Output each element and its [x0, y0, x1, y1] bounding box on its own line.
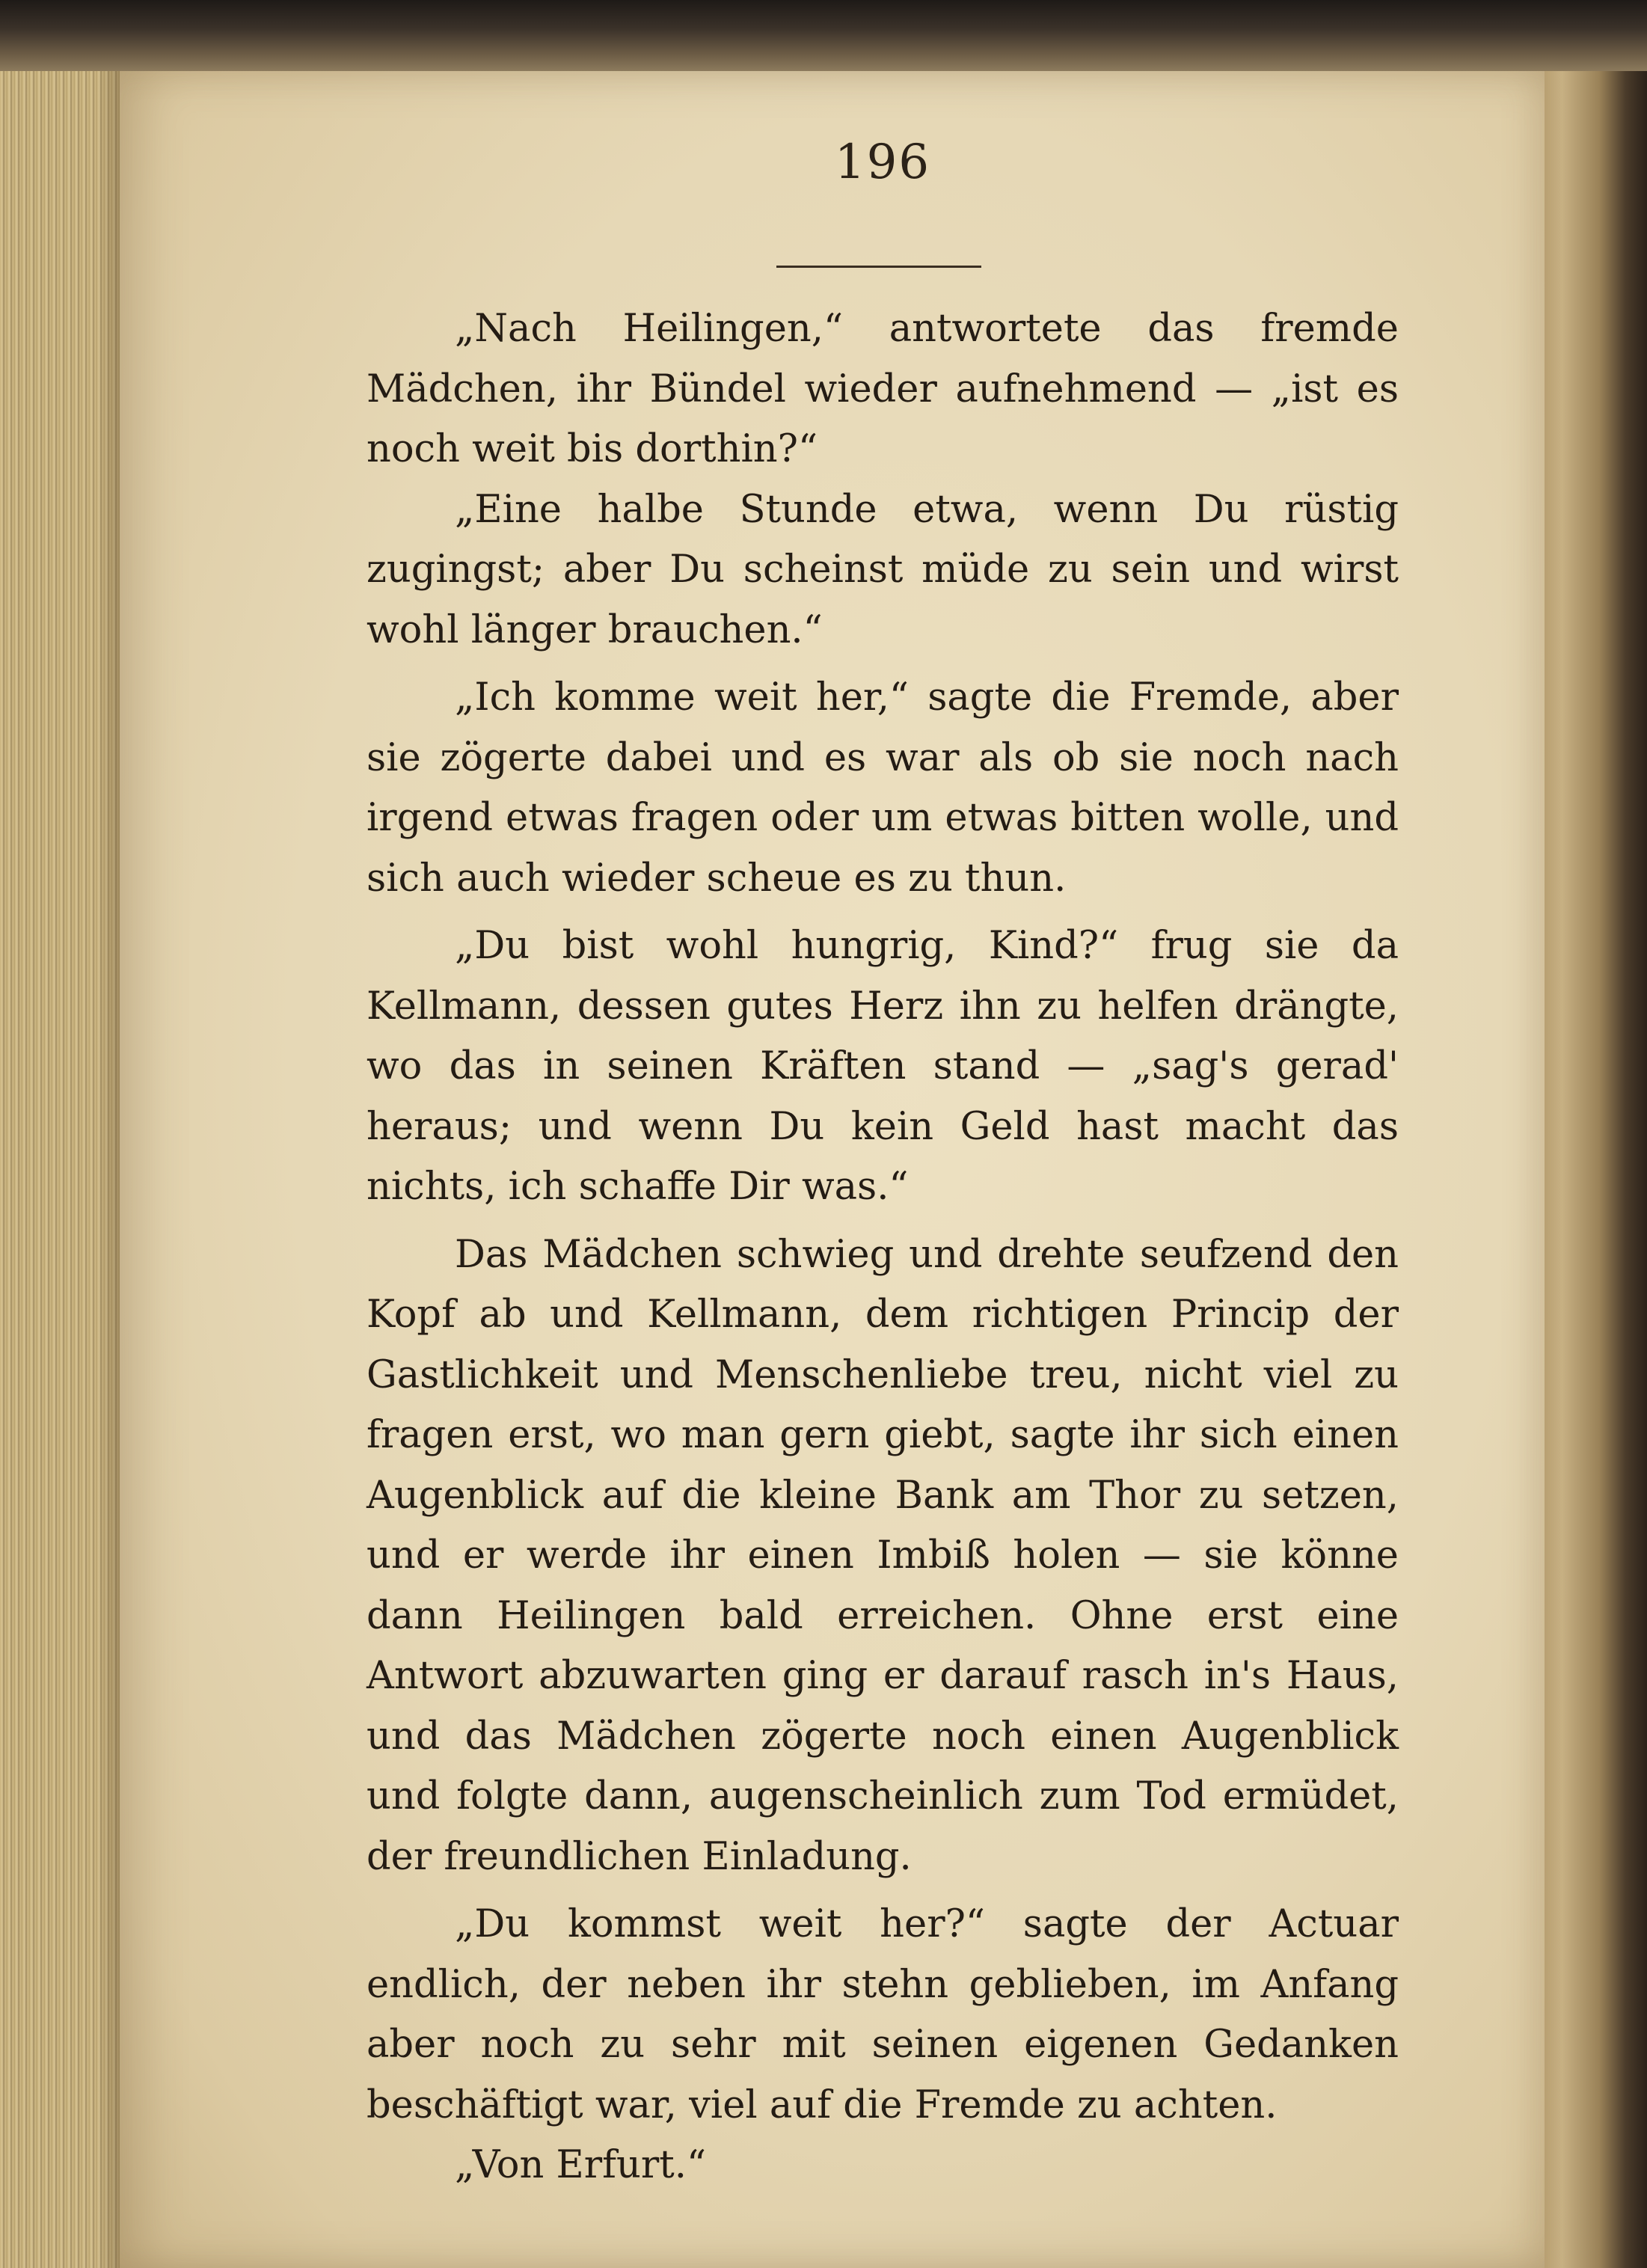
- paragraph: „Eine halbe Stunde etwa, wenn Du rüstig zugingst; aber Du scheinst müde zu sein und wirst wohl länger brauchen.“: [366, 487, 1399, 652]
- page-number: 196: [834, 135, 931, 190]
- paragraph: Das Mädchen schwieg und drehte seufzend den Kopf ab und Kellmann, dem richtigen Princip der Gastlichkeit und Menschenliebe treu, nicht viel zu fragen erst, wo man gern giebt, sagte ihr sich einen Augenblick auf die kleine Bank am Thor zu setzen, und er werde ihr einen Imbiß holen — sie könne dann Heilingen bald erreichen. Ohne erst eine Antwort abzuwarten ging er darauf rasch in's Haus, und das Mädchen zögerte noch einen Augenblick und folgte dann, augenscheinlich zum Tod ermüdet, der freundlichen Einladung.: [366, 1232, 1399, 1879]
- book-top-edge: [0, 0, 1647, 71]
- body-text: [366, 299, 1399, 2196]
- page-stack-left: [0, 71, 127, 2268]
- paragraph: „Von Erfurt.“: [455, 2143, 707, 2187]
- paragraph: „Nach Heilingen,“ antwortete das fremde Mädchen, ihr Bündel wieder aufnehmend — „ist es noch weit bis dorthin?“: [366, 307, 1399, 471]
- header-rule: [776, 266, 981, 268]
- paragraph: „Ich komme weit her,“ sagte die Fremde, aber sie zögerte dabei und es war als ob sie noch nach irgend etwas fragen oder um etwas bitten wolle, und sich auch wieder scheue es zu thun.: [366, 675, 1399, 901]
- book-cover-right: [1541, 71, 1647, 2268]
- paragraph: „Du kommst weit her?“ sagte der Actuar endlich, der neben ihr stehn geblieben, im Anfang aber noch zu sehr mit seinen eigenen Gedanken beschäftigt war, viel auf die Fremde zu achten.: [366, 1902, 1399, 2127]
- paragraph: „Du bist wohl hungrig, Kind?“ frug sie da Kellmann, dessen gutes Herz ihn zu helfen drängte, wo das in seinen Kräften stand — „sag's gerad' heraus; und wenn Du kein Geld hast macht das nichts, ich schaffe Dir was.“: [366, 924, 1399, 1209]
